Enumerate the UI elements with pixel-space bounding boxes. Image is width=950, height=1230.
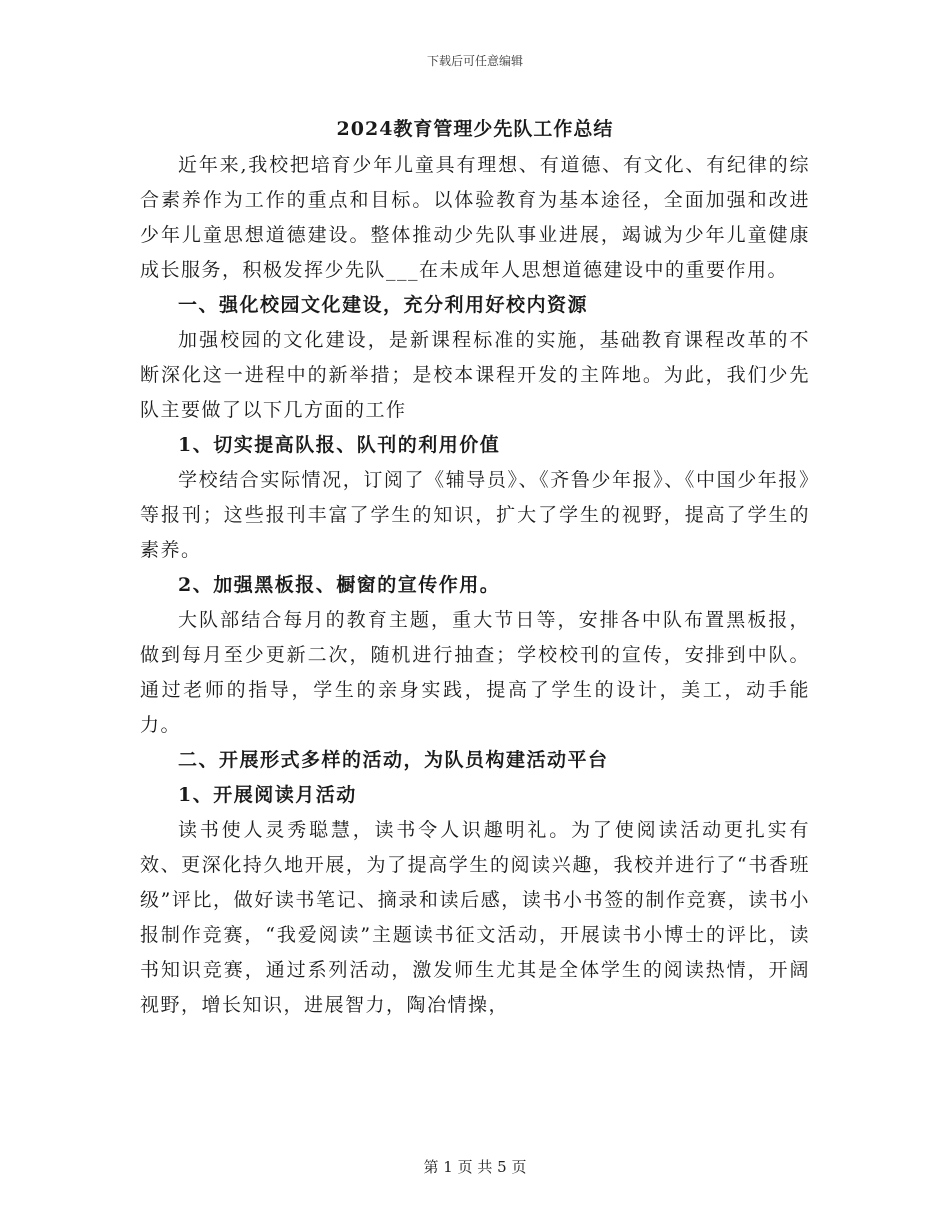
paragraph-intro: 近年来,我校把培育少年儿童具有理想、有道德、有文化、有纪律的综合素养作为工作的重点和目标。以体验教育为基本途径，全面加强和改进少年儿童思想道德建设。整体推动少先队事业进展，竭诚为少年儿童健康成长服务，积极发挥少先队___在未成年人思想道德建设中的重要作用。 [140, 154, 810, 281]
section-heading-2: 二、开展形式多样的活动，为队员构建活动平台 [178, 749, 609, 771]
subheading-reading-month: 1、开展阅读月活动 [178, 784, 357, 806]
paragraph-campus-culture: 加强校园的文化建设，是新课程标准的实施，基础教育课程改革的不断深化这一进程中的新举措；是校本课程开发的主阵地。为此，我们少先队主要做了以下几方面的工作 [140, 329, 810, 421]
paragraph-newspapers: 学校结合实际情况，订阅了《辅导员》、《齐鲁少年报》、《中国少年报》等报刊；这些报刊丰富了学生的知识，扩大了学生的视野，提高了学生的素养。 [140, 469, 810, 561]
document-title: 2024教育管理少先队工作总结 [336, 118, 614, 140]
document-body [140, 148, 810, 1023]
header-note: 下载后可任意编辑 [426, 54, 523, 68]
section-heading-1: 一、强化校园文化建设，充分利用好校内资源 [178, 294, 589, 316]
subheading-newspapers: 1、切实提高队报、队刊的利用价值 [178, 434, 501, 456]
paragraph-reading-month: 读书使人灵秀聪慧，读书令人识趣明礼。为了使阅读活动更扎实有效、更深化持久地开展，为了提高学生的阅读兴趣，我校并进行了“书香班级”评比，做好读书笔记、摘录和读后感，读书小书签的制作竞赛，读书小报制作竞赛，“我爱阅读”主题读书征文活动，开展读书小博士的评比，读书知识竞赛，通过系列活动，激发师生尤其是全体学生的阅读热情，开阔视野，增长知识，进展智力，陶冶情操， [140, 819, 810, 1016]
page-number-footer: 第 1 页 共 5 页 [423, 1158, 527, 1176]
subheading-blackboard: 2、加强黑板报、橱窗的宣传作用。 [178, 574, 501, 596]
paragraph-blackboard: 大队部结合每月的教育主题，重大节日等，安排各中队布置黑板报，做到每月至少更新二次，随机进行抽查；学校校刊的宣传，安排到中队。通过老师的指导，学生的亲身实践，提高了学生的设计，美工，动手能力。 [140, 609, 810, 736]
